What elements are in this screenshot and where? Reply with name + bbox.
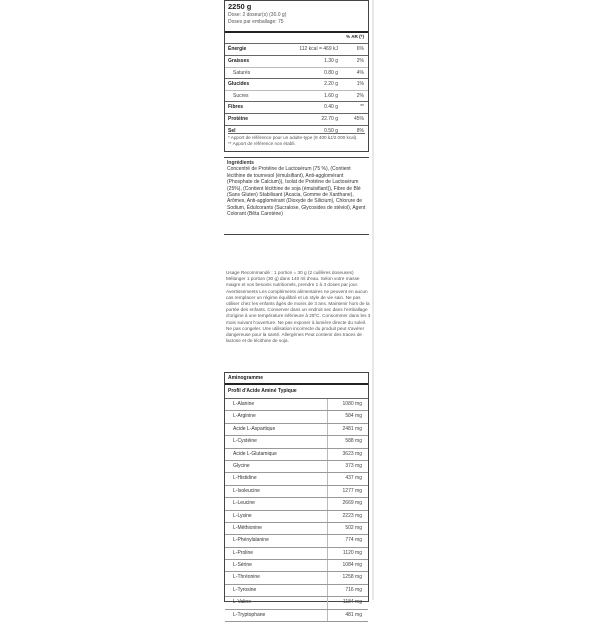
nutrient-label: Fibres <box>228 104 244 110</box>
amino-acid-name: L-Arginine <box>233 413 256 420</box>
amino-row <box>225 523 368 535</box>
servings-per-pack: Doses par emballage: 75 <box>228 19 284 25</box>
amino-acid-name: Acide L-Aspartique <box>233 425 276 432</box>
nutrient-percent: 2% <box>356 58 364 64</box>
nutrition-row <box>225 67 368 78</box>
amino-row <box>225 498 368 510</box>
column-divider <box>327 498 328 509</box>
amino-acid-value: 774 mg <box>345 537 362 544</box>
amino-acid-value: 1184 mg <box>342 599 362 606</box>
ingredients-text: Concentré de Protéine de Lactosérum (75 %), (Contient lécithine de tournesol (émulsifiant), Anti-agglomérant (Phosphate de Calcium)), Isolat de Protéine de Lactosérum (25%), (Contient lécithine de soja (émulsifiant)), Fibre de Blé (Sans Gluten) Stabilisant (Acacia, Gomme de Xanthane), Arômes, Anti-agglomérant (Dioxyde de Silicium), Chlorure de Sodium, Édulcorants (Sucralose, Glycosides de stéviol), Agent Colorant (Bêta Carotène) <box>227 166 366 218</box>
column-divider <box>327 585 328 596</box>
amino-row <box>225 461 368 473</box>
nutrient-amount: 1.30 g <box>324 58 338 64</box>
amino-acid-value: 1080 mg <box>342 401 362 407</box>
amino-acid-name: Glycine <box>233 462 250 469</box>
nutrient-label: Glucides <box>228 81 250 87</box>
amino-row <box>225 473 368 485</box>
nutrition-row <box>225 101 368 113</box>
amino-acid-name: L-Histidine <box>233 475 257 482</box>
amino-acid-value: 502 mg <box>345 524 362 531</box>
amino-row <box>225 449 368 461</box>
amino-row <box>225 486 368 498</box>
ingredients-section <box>224 157 369 235</box>
nutrition-row <box>225 43 368 55</box>
nutrient-amount: 22.70 g <box>321 116 338 122</box>
column-divider <box>327 486 328 497</box>
column-divider <box>327 610 328 621</box>
amino-acid-value: 1120 mg <box>342 549 362 556</box>
amino-acid-name: L-Tryptophane <box>233 611 266 618</box>
column-divider <box>327 511 328 522</box>
footnote-reference: * Apport de référence pour un adulte-type (8 400 kJ/2 000 kcal). <box>228 135 358 140</box>
amino-subtitle: Profil d'Acide Aminé Typique <box>225 385 368 399</box>
column-divider <box>327 572 328 583</box>
nutrient-label: Énergie <box>228 46 247 52</box>
nutrient-percent: 1% <box>356 81 364 87</box>
nutrient-amount: 0.50 g <box>324 128 338 134</box>
amino-acid-name: L-Leucine <box>233 500 255 507</box>
amino-row <box>225 436 368 448</box>
amino-acid-value: 2223 mg <box>342 512 362 519</box>
nutrient-amount: 0.40 g <box>324 104 338 110</box>
nutrient-amount: 2.20 g <box>324 81 338 87</box>
nutrition-row <box>225 78 368 90</box>
column-divider <box>327 399 328 410</box>
column-divider <box>327 535 328 546</box>
column-divider <box>327 411 328 422</box>
amino-acid-value: 437 mg <box>345 475 362 482</box>
column-divider <box>327 473 328 484</box>
amino-acid-name: L-Sérine <box>233 562 252 569</box>
amino-row <box>225 535 368 547</box>
nutrient-amount: 112 kcal = 469 kJ <box>299 46 338 52</box>
amino-acid-value: 588 mg <box>345 438 362 445</box>
amino-acid-table <box>224 372 369 618</box>
nutrition-table <box>224 0 369 152</box>
amino-row <box>225 585 368 597</box>
nutrition-rows <box>225 43 368 137</box>
nutrition-row <box>225 55 368 67</box>
amino-title: Aminogramme <box>225 373 368 385</box>
amino-acid-value: 2481 mg <box>342 425 362 432</box>
amino-acid-name: L-Isoleucine <box>233 487 260 494</box>
nutrient-label: Graisses <box>228 58 250 64</box>
column-divider <box>327 597 328 608</box>
amino-row <box>225 511 368 523</box>
nutrient-percent: 4% <box>356 70 364 76</box>
amino-acid-value: 2669 mg <box>342 500 362 507</box>
amino-row <box>225 610 368 622</box>
amino-acid-name: L-Phénylalanine <box>233 537 269 544</box>
amino-row <box>225 572 368 584</box>
amino-acid-name: L-Tyrosine <box>233 586 257 593</box>
nutrient-label: Protéine <box>228 116 249 122</box>
nutrient-amount: 0.80 g <box>324 70 338 76</box>
reference-intake-header: % AR (*) <box>225 31 368 41</box>
page-scrollbar[interactable] <box>372 0 374 600</box>
column-divider <box>327 461 328 472</box>
amino-row <box>225 597 368 609</box>
amino-rows <box>225 399 368 622</box>
amino-row <box>225 411 368 423</box>
nutrition-row <box>225 113 368 125</box>
nutrient-label: Sucres <box>233 93 249 99</box>
amino-acid-value: 481 mg <box>345 611 362 618</box>
amino-acid-value: 1084 mg <box>342 562 362 569</box>
amino-acid-name: L-Proline <box>233 549 254 556</box>
amino-row <box>225 399 368 411</box>
amino-acid-name: L-Thréonine <box>233 574 260 581</box>
column-divider <box>327 560 328 571</box>
nutrient-label: Sel <box>228 128 236 134</box>
nutrient-percent: 6% <box>356 46 364 52</box>
amino-acid-name: L-Cystéine <box>233 438 257 445</box>
amino-acid-value: 1258 mg <box>342 574 362 581</box>
column-divider <box>327 523 328 534</box>
footnote-not-established: ** Apport de référence non établi. <box>228 141 296 146</box>
ingredients-title: Ingrédients <box>227 160 254 166</box>
amino-row <box>225 424 368 436</box>
nutrient-label: Saturés <box>233 70 251 76</box>
amino-acid-value: 1277 mg <box>342 487 362 494</box>
column-divider <box>327 424 328 435</box>
amino-row <box>225 548 368 560</box>
nutrition-row <box>225 90 368 101</box>
amino-acid-value: 3623 mg <box>342 450 362 457</box>
nutrient-percent: 2% <box>356 93 364 99</box>
net-weight: 2250 g <box>228 2 252 11</box>
nutrition-footnotes <box>228 133 365 147</box>
amino-acid-name: L-Alanine <box>233 401 255 407</box>
amino-acid-name: L-Méthionine <box>233 524 262 531</box>
nutrient-percent: 45% <box>353 116 364 122</box>
nutrient-amount: 1.60 g <box>324 93 338 99</box>
amino-row <box>225 560 368 572</box>
amino-acid-name: L-Lysine <box>233 512 252 519</box>
amino-acid-name: Acide L-Glutamique <box>233 450 277 457</box>
column-divider <box>327 449 328 460</box>
nutrient-percent: ** <box>360 104 364 110</box>
amino-acid-value: 716 mg <box>345 586 362 593</box>
usage-warnings-text: Usage Recommandé : 1 portion = 30 g (2 cuillères doseuses) Mélanger 1 portion (30 g) dans 140 ml d'eau. Selon votre masse maigre et vos besoins nutritionels, prendre 1 à 3 doses par jour. Avertissements Les compléments alimentaires ne peuvent en aucun cas remplacer un régime équilibré et un style de vie sain. Ne pas utiliser chez les enfants âgés de moins de 3 ans. Maintenir hors de la portée des enfants. Conserver dans un endroit sec dans l'emballage d'origine à une température inférieure à 25ºC. Consommer dans les 3 mois suivant l'ouverture. Ne pas exposer à lumière directe du soleil. Ne pas congeler. Une utilisation incorrecte du produit peut s'avérer dangereuse pour la santé. Allergènes Peut contenir des traces de lactose et de lécithine de soja. <box>226 270 371 344</box>
column-divider <box>327 436 328 447</box>
nutrient-percent: 8% <box>356 128 364 134</box>
amino-acid-value: 584 mg <box>345 413 362 420</box>
amino-acid-name: L-Valine <box>233 599 251 606</box>
serving-size: Dose: 2 doseur(s) (30.0 g) <box>228 12 287 18</box>
amino-acid-value: 373 mg <box>345 462 362 469</box>
column-divider <box>327 548 328 559</box>
